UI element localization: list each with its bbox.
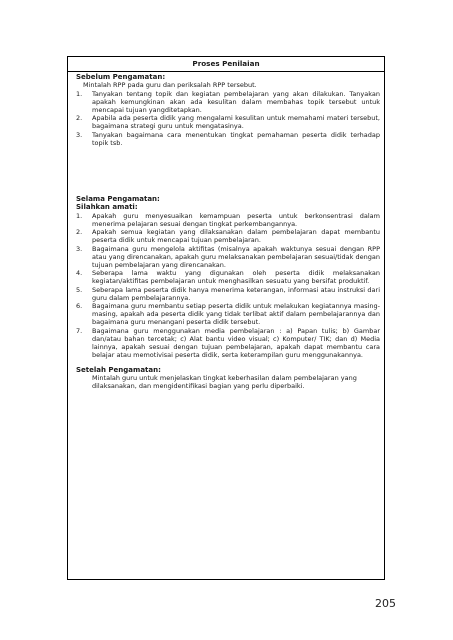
item-number: 7. [76, 326, 83, 335]
list-item [76, 327, 380, 360]
item-number: 6. [76, 302, 83, 311]
during-list [76, 212, 380, 360]
section-after-observation [76, 366, 380, 391]
item-number: 4. [76, 269, 83, 278]
item-number: 3. [76, 244, 83, 253]
list-item [76, 114, 380, 130]
item-text: Bagaimana guru menggunakan media pembelajaran : a) Papan tulis; b) Gambar dan/atau bahan tercetak; c) Alat bantu video visual; c) Komputer/ TIK; dan d) Media lainnya, apakah sesuai dengan tujuan pembelajaran, apakah dapat membantu cara belajar atau memotivisai peserta didik, serta keterampilan guru menggunakannya. [92, 326, 380, 360]
item-text: Bagaimana guru membantu setiap peserta didik untuk melakukan kegiatannya masing-masing, apakah ada peserta didik yang tidak terlibat aktif dalam pembelajarannya dan bagaimana guru menangani peserta didik tersebut. [92, 302, 380, 327]
list-item [76, 228, 380, 244]
item-number: 1. [76, 211, 83, 220]
assessment-process-table [67, 56, 385, 580]
section-heading-after: Setelah Pengamatan: [76, 365, 161, 374]
list-item [76, 302, 380, 327]
item-text: Tanyakan bagaimana cara menentukan tingkat pemahaman peserta didik terhadap topik tsb. [92, 130, 380, 147]
item-number: 2. [76, 114, 83, 123]
section-before-observation [76, 73, 380, 147]
page-number: 205 [375, 597, 396, 610]
list-item [76, 131, 380, 147]
section-subheading-during: Silahkan amati: [76, 203, 138, 212]
section-during-observation [76, 195, 380, 359]
item-text: Seberapa lama waktu yang digunakan oleh peserta didik melaksanakan kegiatan/aktifitas pembelajaran untuk menghasilkan sesuatu yang bersifat produktif. [92, 269, 380, 286]
item-text: Seberapa lama peserta didik hanya menerima keterangan, informasi atau instruksi dari guru dalam pembelajarannya. [92, 285, 380, 302]
section-heading-before: Sebelum Pengamatan: [76, 73, 166, 81]
item-number: 2. [76, 228, 83, 237]
list-item [76, 90, 380, 115]
table-content [68, 72, 384, 390]
item-number: 1. [76, 89, 83, 98]
list-item [76, 245, 380, 270]
item-text: Bagaimana guru mengelola aktifitas (misalnya apakah waktunya sesuai dengan RPP atau yang direncanakan, apakah guru melaksanakan pembelajaran sesuai/tidak dengan tujuan pembelajaran yang direncanakan. [92, 244, 380, 270]
after-text: Mintalah guru untuk menjelaskan tingkat keberhasilan dalam pembelajaran yang dilaksanakan, dan mengidentifikasi bagian yang perlu diperbaiki. [92, 373, 357, 391]
table-title: Proses Penilaian [68, 57, 384, 72]
item-text: Apakah guru menyesuaikan kemampuan peserta untuk berkonsentrasi dalam menerima pelajaran sesuai dengan tingkat perkembangannya. [92, 211, 380, 229]
list-item [76, 269, 380, 285]
item-number: 3. [76, 130, 83, 139]
before-intro-text: Mintalah RPP pada guru dan periksalah RPP tersebut. [83, 81, 257, 90]
before-list [76, 90, 380, 147]
item-text: Apabila ada peserta didik yang mengalami kesulitan untuk memahami materi tersebut, bagaimana strategi guru untuk mengatasinya. [92, 114, 380, 131]
item-text: Apakah semua kegiatan yang dilaksanakan dalam pembelajaran dapat membantu peserta didik untuk mencapai tujuan pembelajaran. [92, 228, 380, 245]
item-number: 5. [76, 285, 83, 294]
list-item [76, 212, 380, 228]
item-text: Tanyakan tentang topik dan kegiatan pembelajaran yang akan dilakukan. Tanyakan apakah kemungkinan akan ada kesulitan dalam membahas topik tersebut untuk mencapai tujuan yangditetapkan. [92, 89, 380, 115]
list-item [76, 286, 380, 302]
section-heading-during: Selama Pengamatan: [76, 195, 160, 204]
